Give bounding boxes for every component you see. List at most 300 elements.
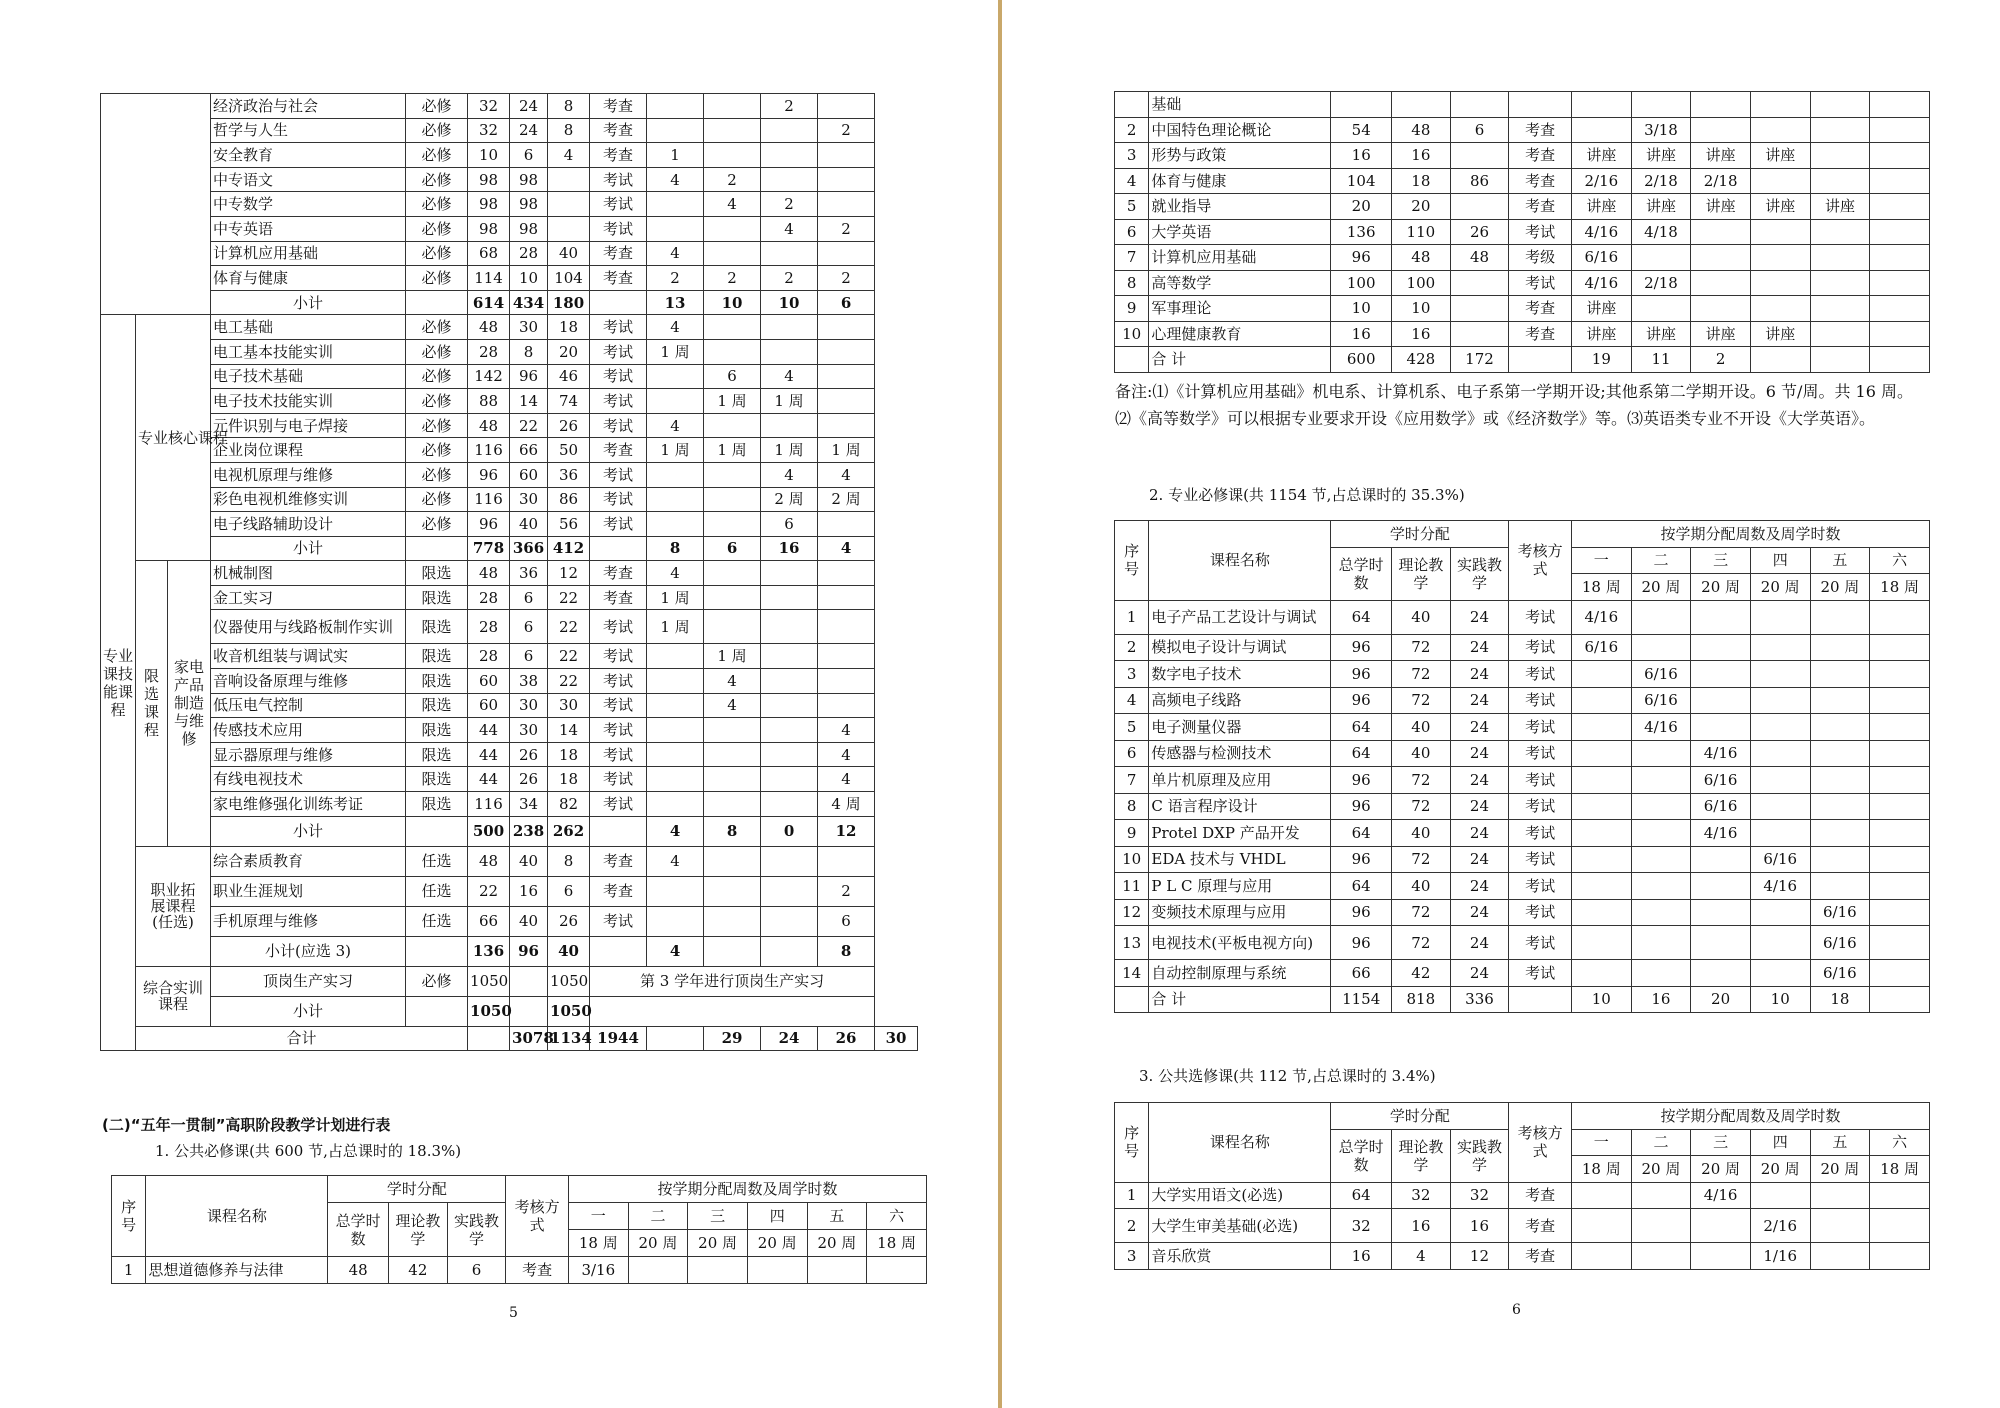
course-name: 形势与政策 — [1149, 143, 1331, 169]
table-cell: 22 — [548, 644, 590, 669]
table-cell: 10 — [761, 290, 818, 315]
table-cell: 18 — [548, 742, 590, 767]
course-name: 模拟电子设计与调试 — [1149, 634, 1331, 661]
header-weeks: 18 周 — [1870, 1156, 1930, 1183]
table-cell: 48 — [1392, 245, 1451, 271]
table-cell: 10 — [1115, 321, 1149, 347]
table-cell: 必修 — [406, 118, 468, 143]
table-cell — [761, 876, 818, 906]
table-cell — [1750, 793, 1810, 820]
table-cell — [818, 644, 875, 669]
table-cell — [1450, 321, 1509, 347]
table-cell: 4 — [818, 767, 875, 792]
table-cell — [818, 669, 875, 694]
table-cell — [704, 846, 761, 876]
table-cell: 1154 — [1331, 986, 1392, 1013]
header-semester-number: 四 — [1750, 1129, 1810, 1156]
table-cell: 96 — [1331, 767, 1392, 794]
table-cell: 必修 — [406, 487, 468, 512]
table-cell: 44 — [468, 718, 510, 743]
table-cell: 4 — [1392, 1243, 1451, 1270]
table-cell — [1571, 846, 1631, 873]
table-row — [101, 718, 918, 743]
table-cell: 8 — [704, 816, 761, 846]
table-cell: 讲座 — [1810, 194, 1870, 220]
table-cell: 10 — [510, 266, 548, 291]
table-cell — [761, 118, 818, 143]
table-cell — [704, 610, 761, 644]
subtotal-label: 小计 — [211, 996, 406, 1026]
table-cell: 12 — [818, 816, 875, 846]
header-weeks: 20 周 — [1750, 574, 1810, 601]
table-row — [101, 339, 918, 364]
table-cell: 考试 — [1509, 687, 1572, 714]
table-cell: 6 — [510, 610, 548, 644]
table-cell — [761, 792, 818, 817]
table-cell: 考试 — [1509, 926, 1572, 960]
header-weeks: 20 周 — [1810, 574, 1870, 601]
table-cell: 96 — [1331, 661, 1392, 688]
subtotal-label: 小计(应选 3) — [211, 936, 406, 966]
table-cell — [1450, 270, 1509, 296]
table-cell: 24 — [510, 94, 548, 119]
table-cell — [1631, 926, 1691, 960]
header-semester-number: 二 — [1631, 547, 1691, 574]
table-cell: 4 — [1115, 168, 1149, 194]
table-cell — [647, 192, 704, 217]
course-name: 传感器与检测技术 — [1149, 740, 1331, 767]
table-cell — [1509, 986, 1572, 1013]
table-cell: 68 — [468, 241, 510, 266]
group-appliance: 家电产品制造与维修 — [168, 561, 211, 846]
table-cell — [647, 718, 704, 743]
table-cell: 4/16 — [1750, 873, 1810, 900]
table-cell: 讲座 — [1572, 143, 1632, 169]
table-cell: 考查 — [590, 94, 647, 119]
table-cell — [761, 585, 818, 610]
table-row — [101, 966, 918, 996]
table-cell: 3/18 — [1631, 117, 1691, 143]
table-cell: 18 — [1810, 986, 1870, 1013]
table-cell — [468, 1026, 510, 1051]
table-cell: 29 — [704, 1026, 761, 1051]
table-cell: 1 — [647, 143, 704, 168]
table-cell: 104 — [548, 266, 590, 291]
table-cell: 考试 — [590, 792, 647, 817]
table-cell — [1392, 92, 1451, 118]
table-cell: 66 — [510, 438, 548, 463]
table-cell: 16 — [1631, 986, 1691, 1013]
table-cell — [548, 167, 590, 192]
table-cell: 42 — [389, 1257, 448, 1284]
table-cell — [1691, 687, 1751, 714]
course-name: C 语言程序设计 — [1149, 793, 1331, 820]
table-cell: 1/16 — [1750, 1243, 1810, 1270]
table-cell — [1750, 740, 1810, 767]
table-cell: 3 — [1115, 143, 1149, 169]
group-extension: 职业拓 展课程 (任选) — [136, 846, 211, 966]
table-cell: 考试 — [1509, 846, 1572, 873]
table-row — [101, 192, 918, 217]
table-cell: 20 — [1392, 194, 1451, 220]
table-cell: 12 — [548, 561, 590, 586]
table-cell: 30 — [875, 1026, 918, 1051]
header-semester-number: 五 — [1810, 1129, 1870, 1156]
table-row — [1115, 219, 1930, 245]
table-cell: 18 — [548, 315, 590, 340]
table-cell: 2 — [1115, 117, 1149, 143]
table-cell: 7 — [1115, 767, 1149, 794]
table-row — [101, 266, 918, 291]
table-cell: 18 — [1392, 168, 1451, 194]
training-note: 第 3 学年进行顶岗生产实习 — [590, 966, 875, 996]
table-row — [101, 669, 918, 694]
table-cell: 12 — [1115, 899, 1149, 926]
table-cell: 1050 — [548, 966, 590, 996]
table-cell — [1810, 634, 1870, 661]
table-cell: 32 — [1392, 1182, 1451, 1209]
table-cell: 16 — [1331, 321, 1392, 347]
table-row — [1115, 846, 1930, 873]
table-cell: 48 — [468, 315, 510, 340]
table-cell: 100 — [1331, 270, 1392, 296]
table-cell: 考查 — [590, 438, 647, 463]
course-name: 顶岗生产实习 — [211, 966, 406, 996]
table-cell — [761, 610, 818, 644]
table-cell: 2/18 — [1631, 270, 1691, 296]
course-name: 高频电子线路 — [1149, 687, 1331, 714]
table-cell — [1691, 117, 1751, 143]
table-cell — [1810, 661, 1870, 688]
course-name: 低压电气控制 — [211, 693, 406, 718]
subtotal-label: 小计 — [211, 290, 406, 315]
table-cell — [1870, 1182, 1930, 1209]
table-cell — [1810, 168, 1870, 194]
table-row — [1115, 600, 1930, 634]
table-cell: 讲座 — [1631, 143, 1691, 169]
table-cell — [1509, 347, 1572, 373]
table-cell: 30 — [548, 693, 590, 718]
table-cell: 50 — [548, 438, 590, 463]
header-semester-number: 六 — [867, 1203, 927, 1230]
group-training: 综合实训课程 — [136, 966, 211, 1026]
table-cell — [1810, 92, 1870, 118]
table-cell: 40 — [1392, 714, 1451, 741]
course-name: 数字电子技术 — [1149, 661, 1331, 688]
header-semester-number: 三 — [1691, 547, 1751, 574]
table-cell: 24 — [1450, 899, 1509, 926]
table-cell: 考试 — [1509, 820, 1572, 847]
table-row — [1115, 687, 1930, 714]
table-cell: 考查 — [590, 266, 647, 291]
table-cell: 8 — [1115, 270, 1149, 296]
table-cell: 136 — [1331, 219, 1392, 245]
table-cell: 24 — [510, 118, 548, 143]
table-cell: 22 — [548, 669, 590, 694]
header-no: 序号 — [112, 1176, 146, 1257]
table-cell — [1810, 1243, 1870, 1270]
course-name: 基础 — [1149, 92, 1331, 118]
table-cell — [1571, 899, 1631, 926]
table-cell — [1810, 245, 1870, 271]
table-row — [1115, 960, 1930, 987]
table-cell: 考试 — [590, 339, 647, 364]
course-name: 安全教育 — [211, 143, 406, 168]
table-cell — [590, 816, 647, 846]
table-cell: 16 — [1450, 1209, 1509, 1243]
header-semester-number: 六 — [1870, 1129, 1930, 1156]
table-cell — [1450, 296, 1509, 322]
table-cell: 96 — [1331, 846, 1392, 873]
table-cell: 1050 — [468, 966, 510, 996]
table-cell: 考试 — [590, 693, 647, 718]
header-hours: 学时分配 — [1331, 521, 1509, 548]
table-cell: 6/16 — [1631, 661, 1691, 688]
table-cell: 3/16 — [568, 1257, 628, 1284]
course-name: 高等数学 — [1149, 270, 1331, 296]
table-cell: 20 — [1691, 986, 1751, 1013]
table-cell: 必修 — [406, 364, 468, 389]
table-cell: 4 — [647, 816, 704, 846]
table-cell: 13 — [1115, 926, 1149, 960]
header-exam: 考核方式 — [506, 1176, 569, 1257]
table-cell — [1750, 245, 1810, 271]
course-name: 单片机原理及应用 — [1149, 767, 1331, 794]
table-cell: 考试 — [1509, 873, 1572, 900]
table-cell — [1810, 767, 1870, 794]
course-name: 电子产品工艺设计与调试 — [1149, 600, 1331, 634]
table-cell: 6 — [1115, 740, 1149, 767]
table-cell — [1750, 899, 1810, 926]
table-row — [1115, 194, 1930, 220]
table-cell: 28 — [468, 585, 510, 610]
table-cell: 考试 — [1509, 661, 1572, 688]
table-row — [101, 610, 918, 644]
table-cell: 36 — [548, 462, 590, 487]
table-row — [1115, 168, 1930, 194]
course-name: P L C 原理与应用 — [1149, 873, 1331, 900]
table-note: 备注:⑴《计算机应用基础》机电系、计算机系、电子系第一学期开设;其他系第二学期开设。6 节/周。共 16 周。⑵《高等数学》可以根据专业要求开设《应用数学》或《经济数学》等。⑶英语类专业不开设《大学英语》。 — [1115, 382, 1913, 428]
course-name: 计算机应用基础 — [211, 241, 406, 266]
table-cell: 24 — [1450, 634, 1509, 661]
table-cell: 1 周 — [647, 339, 704, 364]
header-total: 总学时数 — [328, 1203, 389, 1257]
course-name: 电子技术基础 — [211, 364, 406, 389]
table-cell: 818 — [1392, 986, 1451, 1013]
table-cell: 98 — [468, 167, 510, 192]
header-semester-number: 一 — [1571, 1129, 1631, 1156]
table-cell — [1571, 767, 1631, 794]
header-course-name: 课程名称 — [1149, 521, 1331, 601]
table-cell: 6/16 — [1691, 793, 1751, 820]
table-cell: 4 — [548, 143, 590, 168]
table-cell: 4 — [818, 536, 875, 561]
table-cell: 6 — [761, 512, 818, 537]
table-cell — [1631, 873, 1691, 900]
table-cell — [1810, 321, 1870, 347]
table-cell: 6/16 — [1572, 245, 1632, 271]
table-cell: 考查 — [590, 876, 647, 906]
table-cell: 98 — [468, 192, 510, 217]
table-cell: 考试 — [1509, 219, 1572, 245]
table-cell: 98 — [510, 167, 548, 192]
header-row — [1115, 1103, 1930, 1130]
table-cell: 16 — [510, 876, 548, 906]
table-cell: 9 — [1115, 296, 1149, 322]
header-total: 总学时数 — [1331, 547, 1392, 600]
table-cell — [1691, 92, 1751, 118]
header-weeks: 18 周 — [867, 1230, 927, 1257]
table-cell — [1691, 960, 1751, 987]
table-cell: 考试 — [590, 315, 647, 340]
table-row — [101, 816, 918, 846]
table-cell: 72 — [1392, 793, 1451, 820]
table-cell — [704, 94, 761, 119]
header-semester-number: 五 — [1810, 547, 1870, 574]
table-cell — [818, 693, 875, 718]
table-cell — [1870, 321, 1930, 347]
table-cell: 72 — [1392, 846, 1451, 873]
table-cell: 考试 — [590, 669, 647, 694]
header-semester-number: 三 — [1691, 1129, 1751, 1156]
table-cell — [704, 143, 761, 168]
course-name: 变频技术原理与应用 — [1149, 899, 1331, 926]
table-cell: 64 — [1331, 820, 1392, 847]
table-cell: 20 — [1331, 194, 1392, 220]
table-cell: 必修 — [406, 413, 468, 438]
table-cell — [1870, 926, 1930, 960]
course-name: 手机原理与维修 — [211, 906, 406, 936]
table-cell: 讲座 — [1750, 194, 1810, 220]
table-cell: 考查 — [1509, 1182, 1572, 1209]
table-cell — [1691, 219, 1751, 245]
table-cell: 40 — [1392, 740, 1451, 767]
course-name: 中专英语 — [211, 216, 406, 241]
public-required-table-part1 — [111, 1175, 927, 1284]
table-cell: 6 — [1450, 117, 1509, 143]
table-cell: 22 — [468, 876, 510, 906]
table-row — [101, 876, 918, 906]
table-cell — [1750, 661, 1810, 688]
table-cell: 72 — [1392, 634, 1451, 661]
table-cell — [1631, 899, 1691, 926]
table-cell: 180 — [548, 290, 590, 315]
table-cell — [818, 561, 875, 586]
table-row — [1115, 296, 1930, 322]
header-weeks: 18 周 — [1571, 574, 1631, 601]
table-row — [1115, 347, 1930, 373]
course-name: 显示器原理与维修 — [211, 742, 406, 767]
table-cell — [1810, 793, 1870, 820]
table-cell — [1870, 92, 1930, 118]
table-cell: 6/16 — [1810, 960, 1870, 987]
table-cell — [761, 742, 818, 767]
table-cell — [818, 610, 875, 644]
table-cell: 64 — [1331, 740, 1392, 767]
table-cell — [704, 718, 761, 743]
table-cell — [1631, 793, 1691, 820]
table-cell: 38 — [510, 669, 548, 694]
table-cell: 考查 — [1509, 296, 1572, 322]
table-row — [1115, 986, 1930, 1013]
course-name: 家电维修强化训练考证 — [211, 792, 406, 817]
course-name: 综合素质教育 — [211, 846, 406, 876]
header-semester-number: 一 — [1571, 547, 1631, 574]
table-cell: 4/16 — [1691, 740, 1751, 767]
table-cell: 24 — [1450, 820, 1509, 847]
table-cell: 40 — [548, 936, 590, 966]
header-weeks: 20 周 — [1810, 1156, 1870, 1183]
table-cell: 28 — [468, 644, 510, 669]
header-weeks: 18 周 — [1571, 1156, 1631, 1183]
course-name: 大学实用语文(必选) — [1149, 1182, 1331, 1209]
table-cell — [1571, 926, 1631, 960]
table-cell — [647, 876, 704, 906]
table-cell — [1870, 117, 1930, 143]
table-cell — [1631, 296, 1691, 322]
table-cell — [818, 94, 875, 119]
table-cell — [1631, 820, 1691, 847]
table-cell: 讲座 — [1691, 143, 1751, 169]
table-cell: 8 — [818, 936, 875, 966]
table-row — [1115, 143, 1930, 169]
table-cell — [1870, 634, 1930, 661]
table-cell: 110 — [1392, 219, 1451, 245]
table-cell — [1572, 92, 1632, 118]
table-cell: 必修 — [406, 266, 468, 291]
table-cell: 2 周 — [761, 487, 818, 512]
table-cell: 26 — [548, 906, 590, 936]
table-cell: 2 — [704, 266, 761, 291]
table-cell — [1691, 873, 1751, 900]
table-cell: 任选 — [406, 906, 468, 936]
table-cell — [1571, 1182, 1631, 1209]
table-cell: 2 — [647, 266, 704, 291]
table-cell — [1750, 634, 1810, 661]
table-cell: 60 — [510, 462, 548, 487]
header-practice: 实践教学 — [1450, 1129, 1509, 1182]
table-cell — [1631, 767, 1691, 794]
table-cell: 讲座 — [1572, 321, 1632, 347]
table-cell — [818, 512, 875, 537]
header-course-name: 课程名称 — [146, 1176, 328, 1257]
table-cell: 考查 — [590, 585, 647, 610]
table-row — [101, 1026, 918, 1051]
table-cell: 4 — [647, 846, 704, 876]
table-cell — [1810, 687, 1870, 714]
table-cell — [647, 669, 704, 694]
table-cell: 6/16 — [1750, 846, 1810, 873]
table-cell — [647, 364, 704, 389]
table-cell: 考查 — [1509, 194, 1572, 220]
table-cell: 2 — [761, 266, 818, 291]
table-cell — [1870, 793, 1930, 820]
table-cell: 96 — [1331, 687, 1392, 714]
table-cell: 6/16 — [1810, 899, 1870, 926]
table-cell: 5 — [1115, 714, 1149, 741]
table-cell — [1631, 1182, 1691, 1209]
table-cell — [704, 118, 761, 143]
table-cell — [1631, 600, 1691, 634]
table-cell: 104 — [1331, 168, 1392, 194]
table-cell — [1870, 270, 1930, 296]
table-cell — [704, 585, 761, 610]
table-cell: 500 — [468, 816, 510, 846]
table-cell: 6/16 — [1631, 687, 1691, 714]
table-cell — [1810, 740, 1870, 767]
header-semester: 按学期分配周数及周学时数 — [568, 1176, 926, 1203]
subtotal-label: 小计 — [211, 536, 406, 561]
